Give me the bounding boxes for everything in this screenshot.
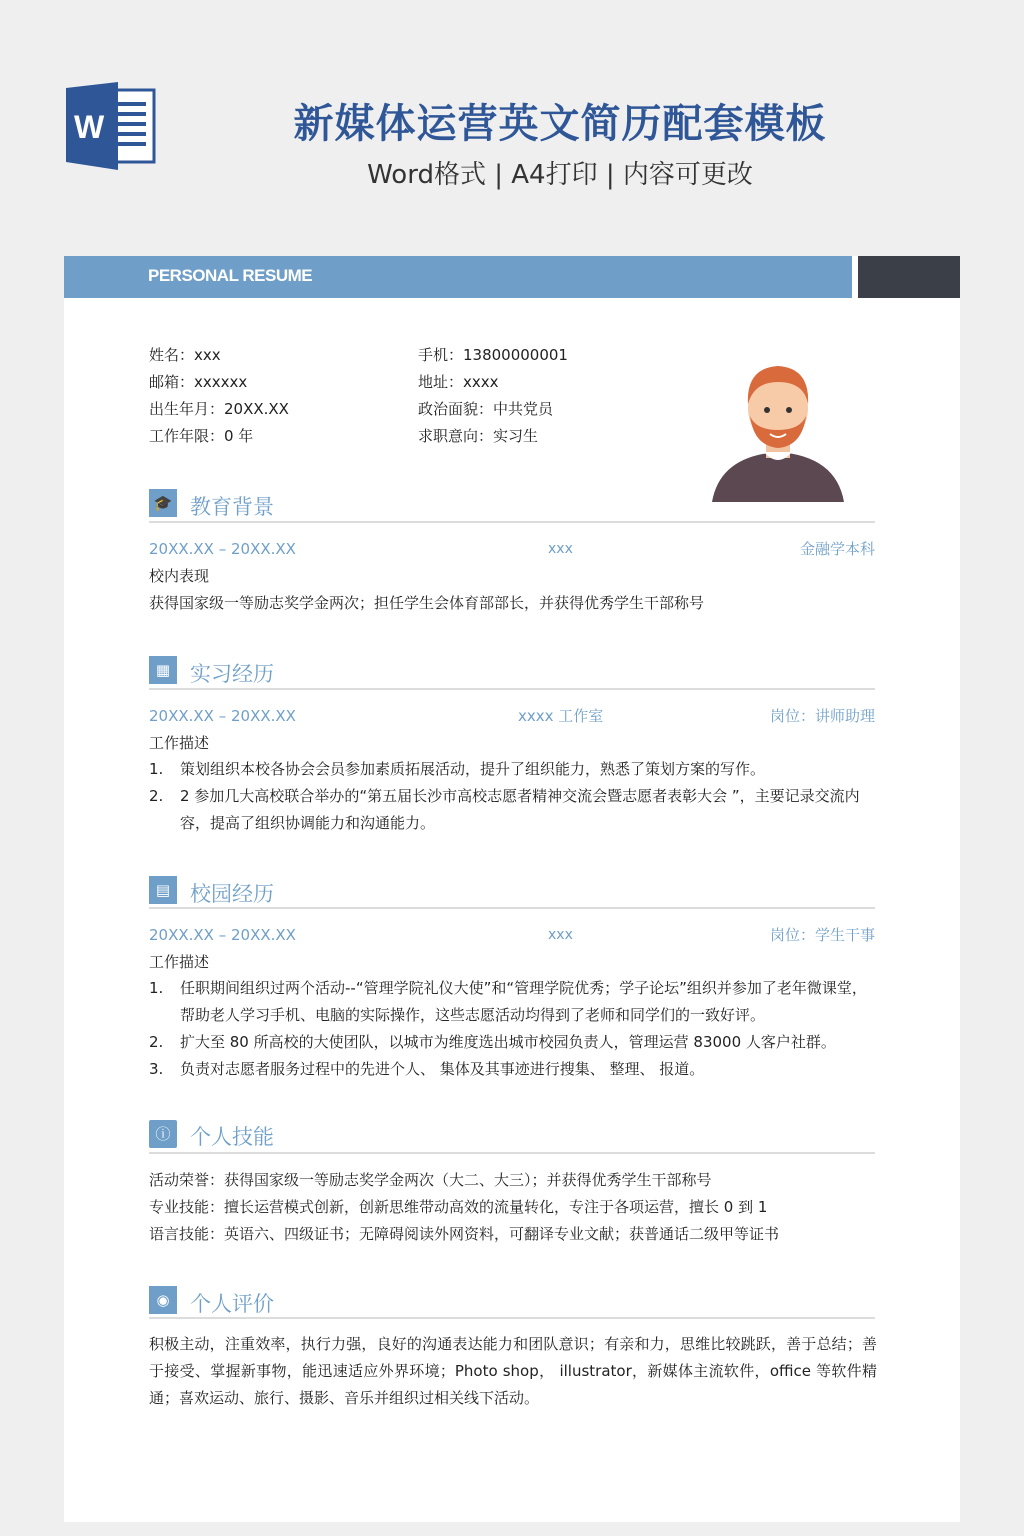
graduation-cap-icon: 🎓 [149, 489, 177, 517]
section-title-internship: 实习经历 [190, 662, 274, 686]
campus-org: xxx [548, 927, 573, 943]
section-title-campus: 校园经历 [190, 882, 274, 906]
band-label: PERSONAL RESUME [148, 266, 313, 285]
list-num: 3. [149, 1060, 164, 1078]
campus-date: 20XX.XX – 20XX.XX [149, 926, 296, 944]
info-phone: 手机：13800000001 [418, 346, 568, 364]
list-num: 2. [149, 1033, 164, 1051]
notebook-icon: ▤ [149, 876, 177, 904]
section-title-education: 教育背景 [190, 495, 274, 519]
info-email: 邮箱：xxxxxx [149, 373, 248, 391]
info-intention: 求职意向：实习生 [418, 427, 539, 445]
education-degree: 金融学本科 [799, 540, 875, 558]
divider [149, 1317, 875, 1319]
avatar [710, 360, 846, 502]
info-birth: 出生年月：20XX.XX [149, 400, 289, 418]
education-subtitle: 校内表现 [149, 567, 210, 585]
campus-subtitle: 工作描述 [149, 953, 210, 971]
word-logo-icon [66, 82, 156, 170]
svg-text:W: W [74, 109, 105, 145]
internship-role: 岗位：讲师助理 [769, 707, 875, 725]
info-name: 姓名：xxx [149, 346, 221, 364]
divider [149, 907, 875, 909]
internship-org: xxxx 工作室 [518, 707, 604, 725]
list-item: 扩大至 80 所高校的大使团队，以城市为维度选出城市校园负责人，管理运营 83000 人客户社群。 [180, 1033, 836, 1051]
circle-icon: ◉ [149, 1286, 177, 1314]
info-politics: 政治面貌：中共党员 [418, 400, 554, 418]
internship-subtitle: 工作描述 [149, 734, 210, 752]
dark-accent-block [858, 256, 960, 298]
divider [149, 688, 875, 690]
list-item: 负责对志愿者服务过程中的先进个人、 集体及其事迹进行搜集、 整理、 报道。 [180, 1060, 705, 1078]
section-title-skills: 个人技能 [190, 1125, 274, 1149]
list-item: 策划组织本校各协会会员参加素质拓展活动，提升了组织能力，熟悉了策划方案的写作。 [180, 760, 766, 778]
education-date: 20XX.XX – 20XX.XX [149, 540, 296, 558]
info-icon: ⓘ [149, 1120, 177, 1148]
list-num: 1. [149, 760, 164, 778]
list-item: 2 参加几大高校联合举办的“第五届长沙市高校志愿者精神交流会暨志愿者表彰大会 ”，主要记录交流内容，提高了组织协调能力和沟通能力。 [180, 787, 860, 832]
info-years: 工作年限：0 年 [149, 427, 254, 445]
building-icon: ▦ [149, 656, 177, 684]
divider [149, 521, 875, 523]
evaluation-text: 积极主动，注重效率，执行力强，良好的沟通表达能力和团队意识；有亲和力，思维比较跳跃，善于总结；善于接受、掌握新事物，能迅速适应外界环境；Photo shop， illustrator，新媒体主流软件，office 等软件精通；喜欢运动、旅行、摄影、音乐并组织过相关线下活动。 [149, 1335, 877, 1407]
list-num: 1. [149, 979, 164, 997]
list-num: 2. [149, 787, 164, 805]
info-address: 地址：xxxx [418, 373, 499, 391]
skill-line: 专业技能：擅长运营模式创新，创新思维带动高效的流量转化，专注于各项运营，擅长 0 到 1 [149, 1198, 768, 1216]
skill-line: 活动荣誉：获得国家级一等励志奖学金两次（大二、大三）；并获得优秀学生干部称号 [149, 1171, 712, 1189]
internship-date: 20XX.XX – 20XX.XX [149, 707, 296, 725]
page-subtitle: Word格式 | A4打印 | 内容可更改 [367, 160, 753, 190]
education-desc: 获得国家级一等励志奖学金两次；担任学生会体育部部长，并获得优秀学生干部称号 [149, 594, 705, 612]
skill-line: 语言技能：英语六、四级证书；无障碍阅读外网资料，可翻译专业文献；获普通话二级甲等证书 [149, 1225, 780, 1243]
campus-role: 岗位：学生干事 [769, 926, 875, 944]
page-title: 新媒体运营英文简历配套模板 [293, 101, 827, 147]
resume-header-band [64, 256, 852, 298]
list-item: 任职期间组织过两个活动--“管理学院礼仪大使”和“管理学院优秀；学子论坛”组织并参加了老年微课堂，帮助老人学习手机、电脑的实际操作，这些志愿活动均得到了老师和同学们的一致好评。 [180, 979, 867, 1024]
education-school: xxx [548, 541, 573, 557]
divider [149, 1152, 875, 1154]
section-title-evaluation: 个人评价 [190, 1292, 274, 1316]
